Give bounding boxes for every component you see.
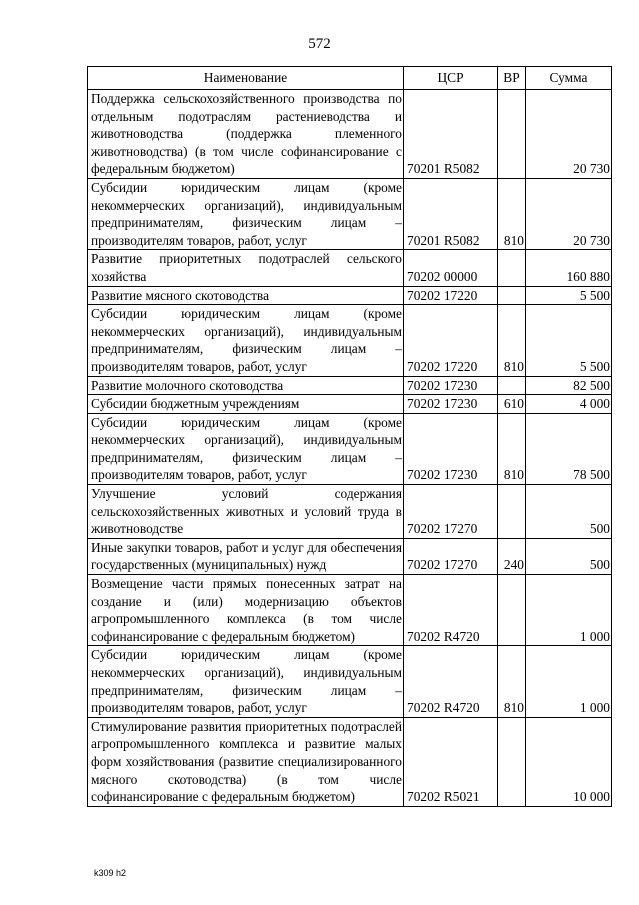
table-row (88, 90, 612, 179)
row-name: Иные закупки товаров, работ и услуг для обеспечения государственных (муниципальных) нужд (88, 538, 404, 574)
row-vr: 810 (498, 305, 526, 376)
header-name: Наименование (88, 67, 404, 90)
row-csr: 70202 00000 (404, 250, 498, 286)
row-sum: 4 000 (526, 395, 612, 414)
page-number: 572 (308, 36, 331, 52)
row-vr (498, 575, 526, 646)
table-row (88, 376, 612, 395)
header-vr: ВР (498, 67, 526, 90)
row-csr: 70201 R5082 (404, 90, 498, 179)
row-vr: 810 (498, 413, 526, 484)
row-csr: 70202 17220 (404, 305, 498, 376)
row-csr: 70202 17230 (404, 395, 498, 414)
row-sum: 500 (526, 538, 612, 574)
row-name: Субсидии юридическим лицам (кроме некоммерческих организаций), индивидуальным предпринимателям, физическим лицам – производителям товаров, работ, услуг (88, 178, 404, 249)
table-row (88, 413, 612, 484)
row-vr (498, 286, 526, 305)
row-csr: 70202 17230 (404, 376, 498, 395)
row-sum: 10 000 (526, 717, 612, 806)
table-row (88, 286, 612, 305)
row-sum: 5 500 (526, 286, 612, 305)
row-name: Субсидии юридическим лицам (кроме некоммерческих организаций), индивидуальным предпринимателям, физическим лицам – производителям товаров, работ, услуг (88, 305, 404, 376)
row-vr (498, 485, 526, 539)
row-csr: 70202 17230 (404, 413, 498, 484)
table-row (88, 717, 612, 806)
table-row (88, 178, 612, 249)
row-name: Развитие приоритетных подотраслей сельского хозяйства (88, 250, 404, 286)
row-sum: 78 500 (526, 413, 612, 484)
row-csr: 70202 17220 (404, 286, 498, 305)
row-vr: 810 (498, 646, 526, 717)
row-name: Субсидии юридическим лицам (кроме некоммерческих организаций), индивидуальным предпринимателям, физическим лицам – производителям товаров, работ, услуг (88, 413, 404, 484)
row-sum: 1 000 (526, 575, 612, 646)
footer-code: k309 h2 (94, 868, 127, 878)
row-vr (498, 250, 526, 286)
row-sum: 82 500 (526, 376, 612, 395)
row-vr (498, 90, 526, 179)
row-name: Возмещение части прямых понесенных затрат на создание и (или) модернизацию объектов агропромышленного комплекса (в том числе софинансирование с федеральным бюджетом) (88, 575, 404, 646)
row-name: Улучшение условий содержания сельскохозяйственных животных и условий труда в животноводстве (88, 485, 404, 539)
table-row (88, 575, 612, 646)
budget-table (87, 66, 612, 807)
table-row (88, 305, 612, 376)
header-sum: Сумма (526, 67, 612, 90)
row-sum: 1 000 (526, 646, 612, 717)
row-sum: 5 500 (526, 305, 612, 376)
table-row (88, 395, 612, 414)
row-name: Субсидии юридическим лицам (кроме некоммерческих организаций), индивидуальным предпринимателям, физическим лицам – производителям товаров, работ, услуг (88, 646, 404, 717)
row-csr: 70202 17270 (404, 538, 498, 574)
header-csr: ЦСР (404, 67, 498, 90)
row-vr: 610 (498, 395, 526, 414)
row-name: Субсидии бюджетным учреждениям (88, 395, 404, 414)
row-csr: 70202 R4720 (404, 646, 498, 717)
row-csr: 70202 R5021 (404, 717, 498, 806)
row-name: Стимулирование развития приоритетных подотраслей агропромышленного комплекса и развитие малых форм хозяйствования (развитие специализированного мясного скотоводства) (в том числе софинансирование с федеральным бюджетом) (88, 717, 404, 806)
table-row (88, 646, 612, 717)
row-vr (498, 376, 526, 395)
table-row (88, 250, 612, 286)
row-vr: 240 (498, 538, 526, 574)
row-sum: 500 (526, 485, 612, 539)
table-row (88, 538, 612, 574)
row-name: Развитие мясного скотоводства (88, 286, 404, 305)
row-sum: 160 880 (526, 250, 612, 286)
row-name: Поддержка сельскохозяйственного производства по отдельным подотраслям растениеводства и животноводства (поддержка племенного животноводства) (в том числе софинансирование с федеральным бюджетом) (88, 90, 404, 179)
row-name: Развитие молочного скотоводства (88, 376, 404, 395)
row-csr: 70202 17270 (404, 485, 498, 539)
row-vr (498, 717, 526, 806)
row-vr: 810 (498, 178, 526, 249)
row-csr: 70202 R4720 (404, 575, 498, 646)
row-sum: 20 730 (526, 178, 612, 249)
row-sum: 20 730 (526, 90, 612, 179)
table-header-row (88, 67, 612, 90)
row-csr: 70201 R5082 (404, 178, 498, 249)
table-row (88, 485, 612, 539)
